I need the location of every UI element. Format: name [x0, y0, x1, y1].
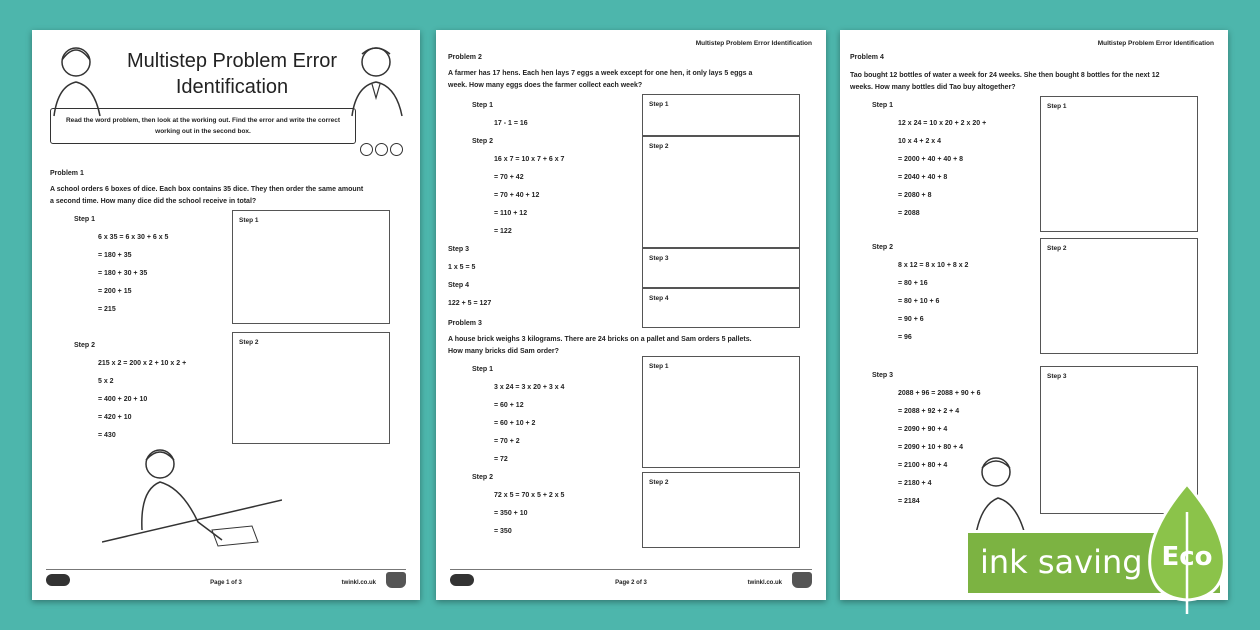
- working-line: 215 x 2 = 200 x 2 + 10 x 2 +: [98, 360, 187, 367]
- working-line: = 70 + 40 + 12: [494, 192, 540, 199]
- working-line: = 180 + 35: [98, 252, 132, 259]
- working-line: = 430: [98, 432, 116, 439]
- working-line: = 72: [494, 456, 508, 463]
- working-line: = 60 + 10 + 2: [494, 420, 536, 427]
- working-line: 8 x 12 = 8 x 10 + 8 x 2: [898, 262, 969, 269]
- working-line: 17 - 1 = 16: [494, 120, 528, 127]
- working-line: = 2080 + 8: [898, 192, 932, 199]
- working-line: 16 x 7 = 10 x 7 + 6 x 7: [494, 156, 565, 163]
- problem-1-heading: Problem 1: [50, 170, 84, 177]
- working-line: = 2180 + 4: [898, 480, 932, 487]
- p3-step-2-label: Step 2: [472, 474, 494, 481]
- p4-step-3-label: Step 3: [872, 372, 894, 379]
- working-line: = 80 + 10 + 6: [898, 298, 940, 305]
- working-line: 10 x 4 + 2 x 4: [898, 138, 942, 145]
- worksheet-page-1: [32, 30, 420, 600]
- problem-4-text-line1: Tao bought 12 bottles of water a week for 24 weeks. She then bought 8 bottles for the next 12: [850, 72, 1160, 79]
- p2-step-1-label: Step 1: [472, 102, 494, 109]
- working-line: = 180 + 30 + 35: [98, 270, 148, 277]
- problem-3-text-line1: A house brick weighs 3 kilograms. There are 24 bricks on a pallet and Sam orders 5 pallets.: [448, 336, 752, 343]
- working-line: = 350 + 10: [494, 510, 528, 517]
- working-line: 72 x 5 = 70 x 5 + 2 x 5: [494, 492, 565, 499]
- working-line: = 420 + 10: [98, 414, 132, 421]
- problem-1-text-line1: A school orders 6 boxes of dice. Each box contains 35 dice. They then order the same amount: [50, 186, 364, 193]
- p1-step-2-answer-box[interactable]: Step 2: [232, 332, 390, 444]
- working-line: = 2040 + 40 + 8: [898, 174, 948, 181]
- working-line: = 200 + 15: [98, 288, 132, 295]
- p4-step-3-answer-box[interactable]: Step 3: [1040, 366, 1198, 514]
- p2-step-2-answer-box[interactable]: Step 2: [642, 136, 800, 248]
- eco-leaf-icon: [1146, 482, 1228, 616]
- p2-step-4-answer-box[interactable]: Step 4: [642, 288, 800, 328]
- working-line: = 215: [98, 306, 116, 313]
- p1-step-2-label: Step 2: [74, 342, 96, 349]
- working-line: 122 + 5 = 127: [448, 300, 492, 307]
- problem-4-text-line2: weeks. How many bottles did Tao buy altogether?: [850, 84, 1016, 91]
- working-line: 3 x 24 = 3 x 20 + 3 x 4: [494, 384, 565, 391]
- p3-step-1-label: Step 1: [472, 366, 494, 373]
- teacher-illustration-left: [50, 38, 110, 118]
- worksheet-title: Multistep Problem Error Identification: [126, 50, 338, 98]
- page-header: Multistep Problem Error Identification: [695, 40, 812, 47]
- footer-divider: [46, 569, 406, 570]
- p2-step-3-label: Step 3: [448, 246, 470, 253]
- p1-step-1-answer-box[interactable]: Step 1: [232, 210, 390, 324]
- page-number: Page 2 of 3: [615, 580, 647, 586]
- ink-saving-label: ink saving: [980, 543, 1143, 581]
- footer-divider: [450, 569, 812, 570]
- p2-step-1-answer-box[interactable]: Step 1: [642, 94, 800, 136]
- p1-step-1-label: Step 1: [74, 216, 96, 223]
- working-line: = 96: [898, 334, 912, 341]
- working-line: 1 x 5 = 5: [448, 264, 476, 271]
- working-line: = 2090 + 90 + 4: [898, 426, 948, 433]
- working-line: = 2100 + 80 + 4: [898, 462, 948, 469]
- progress-circles: [360, 143, 405, 161]
- working-line: = 70 + 2: [494, 438, 520, 445]
- p4-step-2-label: Step 2: [872, 244, 894, 251]
- page-number: Page 1 of 3: [210, 580, 242, 586]
- working-line: 2088 + 96 = 2088 + 90 + 6: [898, 390, 981, 397]
- problem-2-text-line2: week. How many eggs does the farmer collect each week?: [448, 82, 643, 89]
- instructions-box: Read the word problem, then look at the working out. Find the error and write the correct working out in the second box.: [50, 108, 356, 144]
- working-line: = 122: [494, 228, 512, 235]
- p4-step-2-answer-box[interactable]: Step 2: [1040, 238, 1198, 354]
- p2-step-3-answer-box[interactable]: Step 3: [642, 248, 800, 288]
- working-line: = 110 + 12: [494, 210, 528, 217]
- worksheet-page-2: [436, 30, 826, 600]
- working-line: 5 x 2: [98, 378, 114, 385]
- p2-step-2-label: Step 2: [472, 138, 494, 145]
- problem-2-text-line1: A farmer has 17 hens. Each hen lays 7 eggs a week except for one hen, it only lays 5 eggs a: [448, 70, 753, 77]
- working-line: = 90 + 6: [898, 316, 924, 323]
- problem-1-text-line2: a second time. How many dice did the school receive in total?: [50, 198, 257, 205]
- working-line: = 80 + 16: [898, 280, 928, 287]
- problem-3-text-line2: How many bricks did Sam order?: [448, 348, 559, 355]
- footer-site: twinkl.co.uk: [341, 580, 376, 586]
- problem-3-heading: Problem 3: [448, 320, 482, 327]
- working-line: = 60 + 12: [494, 402, 524, 409]
- footer-site: twinkl.co.uk: [747, 580, 782, 586]
- page-header: Multistep Problem Error Identification: [1097, 40, 1214, 47]
- working-line: = 350: [494, 528, 512, 535]
- working-line: = 2184: [898, 498, 920, 505]
- brand-logo: [386, 572, 406, 588]
- brand-logo: [792, 572, 812, 588]
- working-line: = 2088 + 92 + 2 + 4: [898, 408, 960, 415]
- p4-step-1-label: Step 1: [872, 102, 894, 109]
- p2-step-4-label: Step 4: [448, 282, 470, 289]
- working-line: 12 x 24 = 10 x 20 + 2 x 20 +: [898, 120, 987, 127]
- problem-4-heading: Problem 4: [850, 54, 884, 61]
- working-line: 6 x 35 = 6 x 30 + 6 x 5: [98, 234, 169, 241]
- working-line: = 70 + 42: [494, 174, 524, 181]
- child-writing-illustration: [102, 430, 282, 548]
- eco-label: Eco: [1161, 542, 1213, 572]
- p3-step-1-answer-box[interactable]: Step 1: [642, 356, 800, 468]
- p4-step-1-answer-box[interactable]: Step 1: [1040, 96, 1198, 232]
- working-line: = 2088: [898, 210, 920, 217]
- working-line: = 2090 + 10 + 80 + 4: [898, 444, 964, 451]
- p3-step-2-answer-box[interactable]: Step 2: [642, 472, 800, 548]
- working-line: = 2000 + 40 + 40 + 8: [898, 156, 964, 163]
- problem-2-heading: Problem 2: [448, 54, 482, 61]
- working-line: = 400 + 20 + 10: [98, 396, 148, 403]
